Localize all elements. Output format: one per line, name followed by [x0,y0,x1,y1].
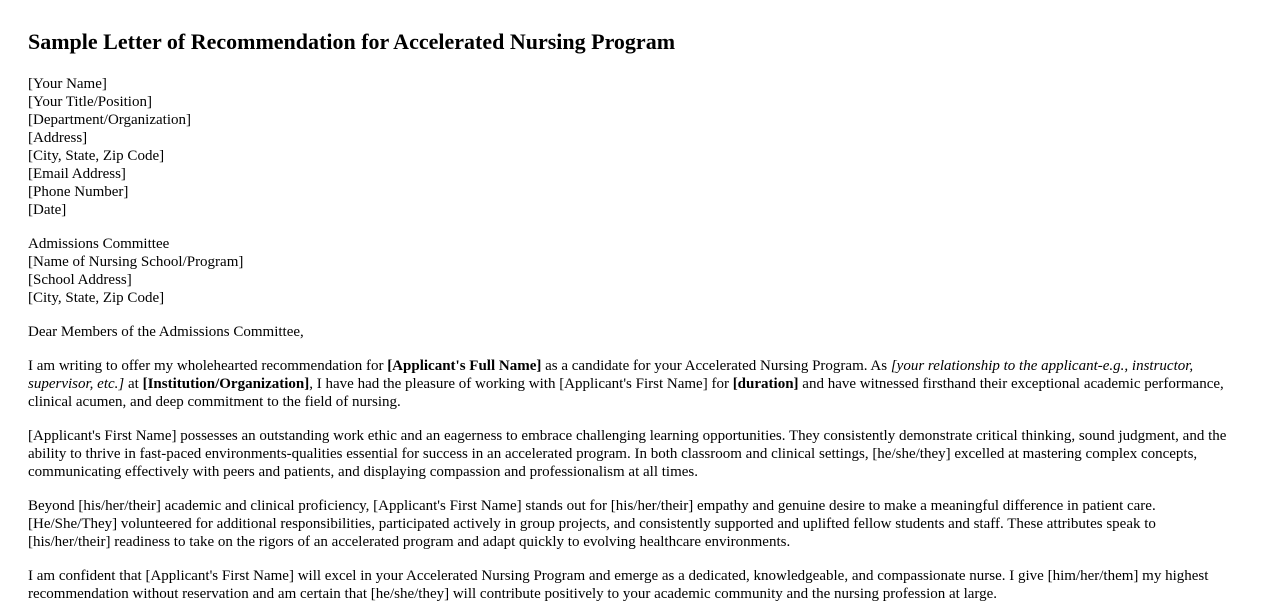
letter-date: [Date] [28,202,67,218]
p1-text-5: and have witnessed firsthand their exceptional academic performance, clinical acumen, and deep commitment to the field of nursing. [28,376,1224,410]
p1-text-4: , I have had the pleasure of working with [Applicant's First Name] for [309,376,733,392]
body-paragraph-3: Beyond [his/her/their] academic and clinical proficiency, [Applicant's First Name] stands out for [his/her/their] empathy and genuine desire to make a meaningful difference in patient care. [He/She/They] volunteered for additional responsibilities, participated actively in group projects, and consistently supported and uplifted fellow students and staff. These attributes speak to [his/her/their] readiness to take on the rigors of an accelerated program and adapt quickly to evolving healthcare environments. [28,498,1156,550]
recipient-city-state-zip: [City, State, Zip Code] [28,290,165,306]
body-paragraph-1 [28,357,1242,411]
sender-phone: [Phone Number] [28,184,129,200]
body-paragraph-4: I am confident that [Applicant's First Name] will excel in your Accelerated Nursing Program and emerge as a dedicated, knowledgeable, and compassionate nurse. I give [him/her/them] my highest recommendation without reservation and am certain that [he/she/they] will contribute positively to your academic community and the nursing profession at large. [28,568,1209,602]
sender-email: [Email Address] [28,166,126,182]
recipient-school-address: [School Address] [28,272,132,288]
sender-address: [Address] [28,130,88,146]
recipient-school-name: [Name of Nursing School/Program] [28,254,244,270]
sender-name: [Your Name] [28,76,107,92]
sender-title: [Your Title/Position] [28,94,152,110]
salutation: Dear Members of the Admissions Committee, [28,324,304,340]
recipient-address-block [28,235,1250,307]
body-paragraph-2: [Applicant's First Name] possesses an outstanding work ethic and an eagerness to embrace challenging learning opportunities. They consistently demonstrate critical thinking, sound judgment, and the ability to thrive in fast-paced environments-qualities essential for success in an accelerated program. In both classroom and clinical settings, [he/she/they] excelled at mastering complex concepts, communicating effectively with peers and patients, and displaying compassion and professionalism at all times. [28,428,1227,480]
sender-city-state-zip: [City, State, Zip Code] [28,148,165,164]
p1-text-1: I am writing to offer my wholehearted recommendation for [28,358,388,374]
applicant-full-name-placeholder: [Applicant's Full Name] [387,358,542,374]
page-title: Sample Letter of Recommendation for Accelerated Nursing Program [28,29,676,54]
p1-text-2: as a candidate for your Accelerated Nursing Program. As [541,358,891,374]
duration-placeholder: [duration] [732,376,799,392]
recipient-committee: Admissions Committee [28,236,170,252]
institution-placeholder: [Institution/Organization] [142,376,310,392]
sender-address-block [28,75,1250,219]
sender-department: [Department/Organization] [28,112,191,128]
relationship-placeholder: [your relationship to the applicant-e.g., instructor, supervisor, etc.] [28,358,1194,392]
p1-text-3: at [124,376,143,392]
